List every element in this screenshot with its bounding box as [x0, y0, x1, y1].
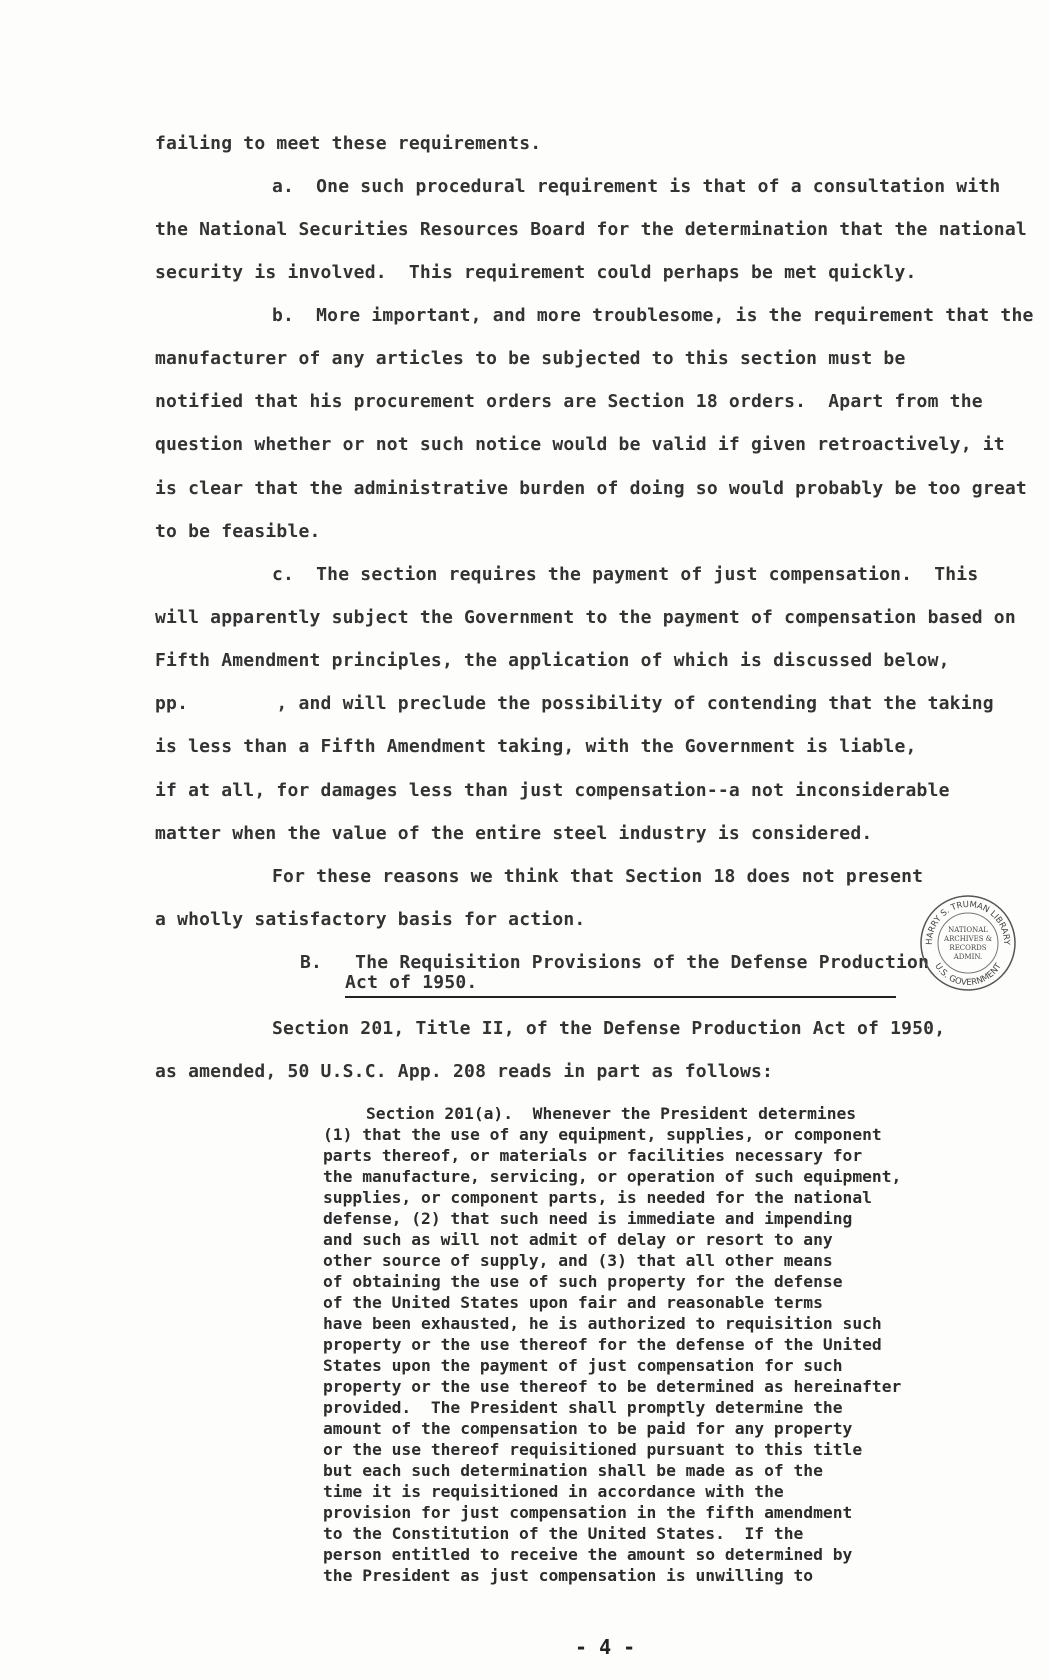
text-line: failing to meet these requirements. — [155, 133, 542, 154]
text-line: matter when the value of the entire steel industry is considered. — [155, 823, 873, 844]
section-heading: B. The Requisition Provisions of the Defense Production — [300, 952, 930, 973]
archive-stamp-icon — [918, 893, 1018, 993]
text-line: Fifth Amendment principles, the application of which is discussed below, — [155, 650, 950, 671]
text-line: notified that his procurement orders are Section 18 orders. Apart from the — [155, 391, 983, 412]
section-heading-continued: Act of 1950. — [345, 972, 478, 993]
quote-line: of the United States upon fair and reasonable terms — [323, 1293, 823, 1312]
quote-line: to the Constitution of the United States. If the — [323, 1524, 804, 1543]
heading-underline — [345, 996, 896, 998]
text-line: if at all, for damages less than just compensation--a not inconsiderable — [155, 780, 950, 801]
quote-line: defense, (2) that such need is immediate and impending — [323, 1209, 853, 1228]
text-line: manufacturer of any articles to be subjected to this section must be — [155, 348, 906, 369]
text-line: the National Securities Resources Board for the determination that the national — [155, 219, 1027, 240]
text-line: to be feasible. — [155, 521, 321, 542]
text-line: pp. , and will preclude the possibility of contending that the taking — [155, 693, 994, 714]
stamp-outer-bottom: U.S. GOVERNMENT — [932, 961, 1004, 989]
text-line: question whether or not such notice would be valid if given retroactively, it — [155, 434, 1005, 455]
paragraph-c-line: c. The section requires the payment of just compensation. This — [272, 564, 979, 585]
text-line: will apparently subject the Government to the payment of compensation based on — [155, 607, 1016, 628]
quote-line: States upon the payment of just compensation for such — [323, 1356, 843, 1375]
quote-line: other source of supply, and (3) that all other means — [323, 1251, 833, 1270]
conclusion-line: For these reasons we think that Section 18 does not present — [272, 866, 924, 887]
page-number: - 4 - — [575, 1635, 636, 1659]
stamp-center-line3: RECORDS — [949, 944, 987, 952]
stamp-center-line1: NATIONAL — [948, 926, 988, 934]
quote-line: or the use thereof requisitioned pursuant to this title — [323, 1440, 863, 1459]
text-line: a wholly satisfactory basis for action. — [155, 909, 586, 930]
quote-line: and such as will not admit of delay or resort to any — [323, 1230, 833, 1249]
quote-line: parts thereof, or materials or facilities necessary for — [323, 1146, 863, 1165]
paragraph-b-line: b. More important, and more troublesome, is the requirement that the — [272, 305, 1034, 326]
quote-line: time it is requisitioned in accordance with the — [323, 1482, 784, 1501]
quote-line: property or the use thereof for the defense of the United — [323, 1335, 882, 1354]
quote-line: provided. The President shall promptly determine the — [323, 1398, 843, 1417]
quote-line: supplies, or component parts, is needed for the national — [323, 1188, 872, 1207]
text-line: as amended, 50 U.S.C. App. 208 reads in part as follows: — [155, 1061, 774, 1082]
stamp-center-line4: ADMIN. — [953, 953, 983, 961]
quote-line: (1) that the use of any equipment, supplies, or component — [323, 1125, 882, 1144]
stamp-center-line2: ARCHIVES & — [944, 935, 992, 943]
quote-line: person entitled to receive the amount so determined by — [323, 1545, 853, 1564]
quote-line: the manufacture, servicing, or operation of such equipment, — [323, 1167, 902, 1186]
quote-line: amount of the compensation to be paid for any property — [323, 1419, 853, 1438]
paragraph-a-line: a. One such procedural requirement is that of a consultation with — [272, 176, 1001, 197]
quote-line: but each such determination shall be made as of the — [323, 1461, 823, 1480]
stamp-outer-top: HARRY S. TRUMAN LIBRARY — [924, 899, 1012, 946]
text-line: Section 201, Title II, of the Defense Production Act of 1950, — [272, 1018, 946, 1039]
quote-line: the President as just compensation is unwilling to — [323, 1566, 814, 1585]
text-line: is less than a Fifth Amendment taking, with the Government is liable, — [155, 736, 917, 757]
text-line: is clear that the administrative burden of doing so would probably be too great — [155, 478, 1027, 499]
text-line: security is involved. This requirement could perhaps be met quickly. — [155, 262, 917, 283]
quote-line: provision for just compensation in the fifth amendment — [323, 1503, 853, 1522]
quote-line: of obtaining the use of such property for the defense — [323, 1272, 843, 1291]
quote-line: Section 201(a). Whenever the President determines — [366, 1104, 857, 1123]
quote-line: property or the use thereof to be determined as hereinafter — [323, 1377, 902, 1396]
quote-line: have been exhausted, he is authorized to requisition such — [323, 1314, 882, 1333]
